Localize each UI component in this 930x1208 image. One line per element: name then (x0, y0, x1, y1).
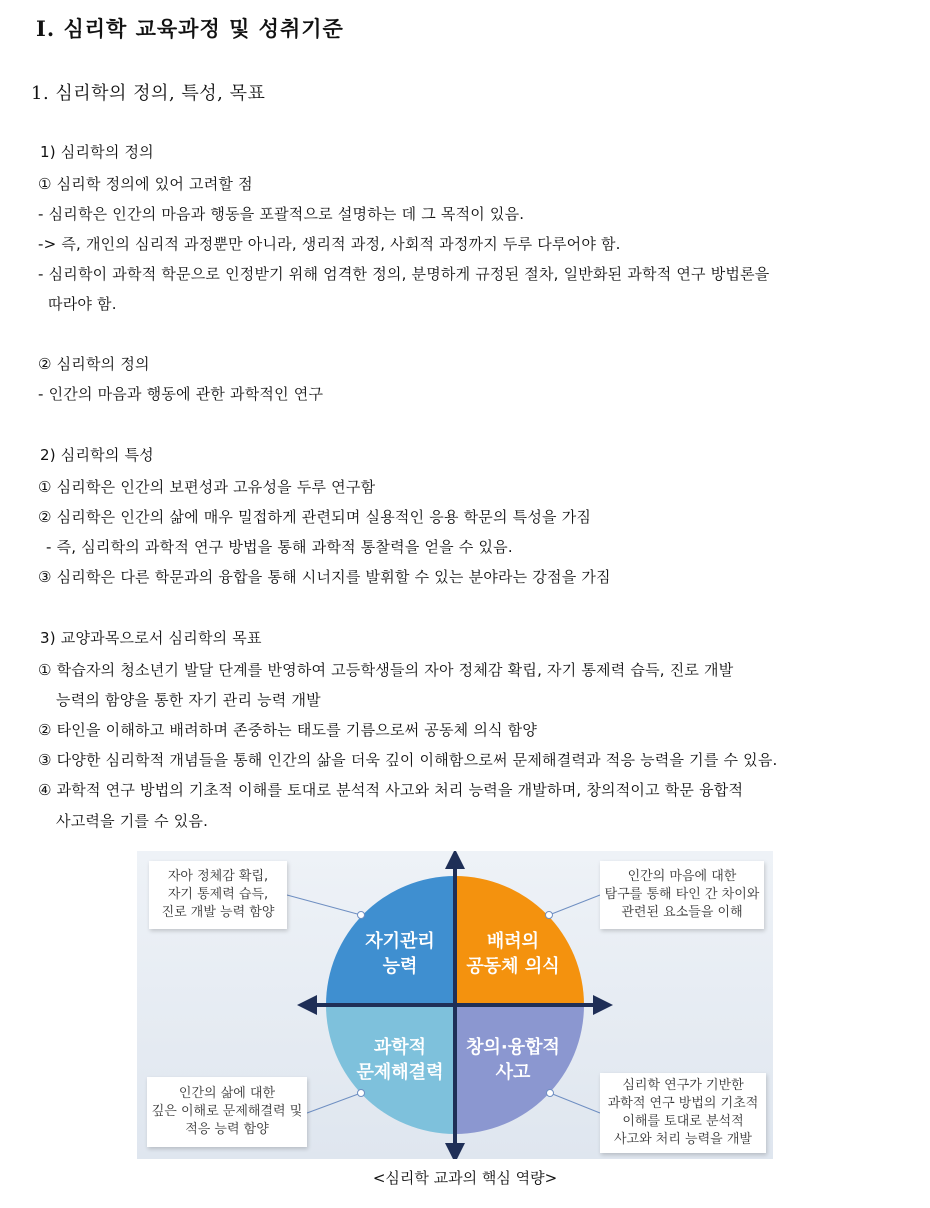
label-creative-convergent-thinking: 창의·융합적 사고 (466, 1037, 560, 1083)
definition-line: - 심리학이 과학적 학문으로 인정받기 위해 엄격한 정의, 분명하게 규정된 절차, 일반화된 과학적 연구 방법론을 (38, 265, 770, 283)
goals-line: 능력의 함양을 통한 자기 관리 능력 개발 (56, 691, 321, 709)
goals-line: ③ 다양한 심리학적 개념들을 통해 인간의 삶을 더욱 깊이 이해함으로써 문제해결력과 적응 능력을 기를 수 있음. (38, 751, 778, 769)
definition-line: - 심리학은 인간의 마음과 행동을 포괄적으로 설명하는 데 그 목적이 있음. (38, 205, 525, 223)
subsection-goals-title: 3) 교양과목으로서 심리학의 목표 (40, 629, 262, 647)
callout-box-community: 인간의 마음에 대한 탐구를 통해 타인 간 차이와 관련된 요소들을 이해 (600, 861, 764, 929)
connector-dot (358, 912, 365, 919)
goals-line: ② 타인을 이해하고 배려하며 존중하는 태도를 기름으로써 공동체 의식 함양 (38, 721, 538, 739)
label-community-awareness: 배려의 공동체 의식 (466, 931, 560, 977)
callout-box-self-management: 자아 정체감 확립, 자기 통제력 습득, 진로 개발 능력 함양 (149, 861, 287, 929)
label-self-management: 자기관리 능력 (365, 931, 435, 977)
subsection-traits-title: 2) 심리학의 특성 (40, 446, 154, 464)
subsection-definition-title: 1) 심리학의 정의 (40, 143, 154, 161)
goals-line: ① 학습자의 청소년기 발달 단계를 반영하여 고등학생들의 자아 정체감 확립, 자기 통제력 습득, 진로 개발 (38, 661, 734, 679)
connector-line (550, 1093, 600, 1113)
callout-box-creative-thinking: 심리학 연구가 기반한 과학적 연구 방법의 기초적 이해를 토대로 분석적 사고와 처리 능력을 개발 (600, 1073, 766, 1153)
definition-line: 따라야 함. (48, 295, 117, 313)
connector-line (287, 895, 361, 915)
chapter-heading: Ⅰ. 심리학 교육과정 및 성취기준 (36, 16, 344, 41)
definition-point-1: ① 심리학 정의에 있어 고려할 점 (38, 175, 253, 193)
goals-line: 사고력을 기를 수 있음. (56, 812, 209, 830)
figure-caption: <심리학 교과의 핵심 역량> (372, 1169, 558, 1187)
traits-line: - 즉, 심리학의 과학적 연구 방법을 통해 과학적 통찰력을 얻을 수 있음. (46, 538, 513, 556)
callout-box-problem-solving: 인간의 삶에 대한 깊은 이해로 문제해결력 및 적응 능력 함양 (147, 1077, 307, 1147)
connector-line (549, 895, 600, 915)
section-title: 1. 심리학의 정의, 특성, 목표 (31, 83, 266, 104)
label-scientific-problem-solving: 과학적 문제해결력 (356, 1037, 444, 1083)
connector-dot (547, 1090, 554, 1097)
connector-line (307, 1093, 361, 1113)
definition-line: - 인간의 마음과 행동에 관한 과학적인 연구 (38, 385, 324, 403)
traits-line: ② 심리학은 인간의 삶에 매우 밀접하게 관련되며 실용적인 응용 학문의 특성을 가짐 (38, 508, 592, 526)
goals-line: ④ 과학적 연구 방법의 기초적 이해를 토대로 분석적 사고와 처리 능력을 개발하며, 창의적이고 학문 융합적 (38, 781, 744, 799)
traits-line: ① 심리학은 인간의 보편성과 고유성을 두루 연구함 (38, 478, 376, 496)
definition-line: -> 즉, 개인의 심리적 과정뿐만 아니라, 생리적 과정, 사회적 과정까지 두루 다루어야 함. (38, 235, 621, 253)
connector-dot (546, 912, 553, 919)
core-competency-diagram (137, 851, 773, 1159)
definition-point-2: ② 심리학의 정의 (38, 355, 150, 373)
traits-line: ③ 심리학은 다른 학문과의 융합을 통해 시너지를 발휘할 수 있는 분야라는 강점을 가짐 (38, 568, 611, 586)
connector-dot (358, 1090, 365, 1097)
